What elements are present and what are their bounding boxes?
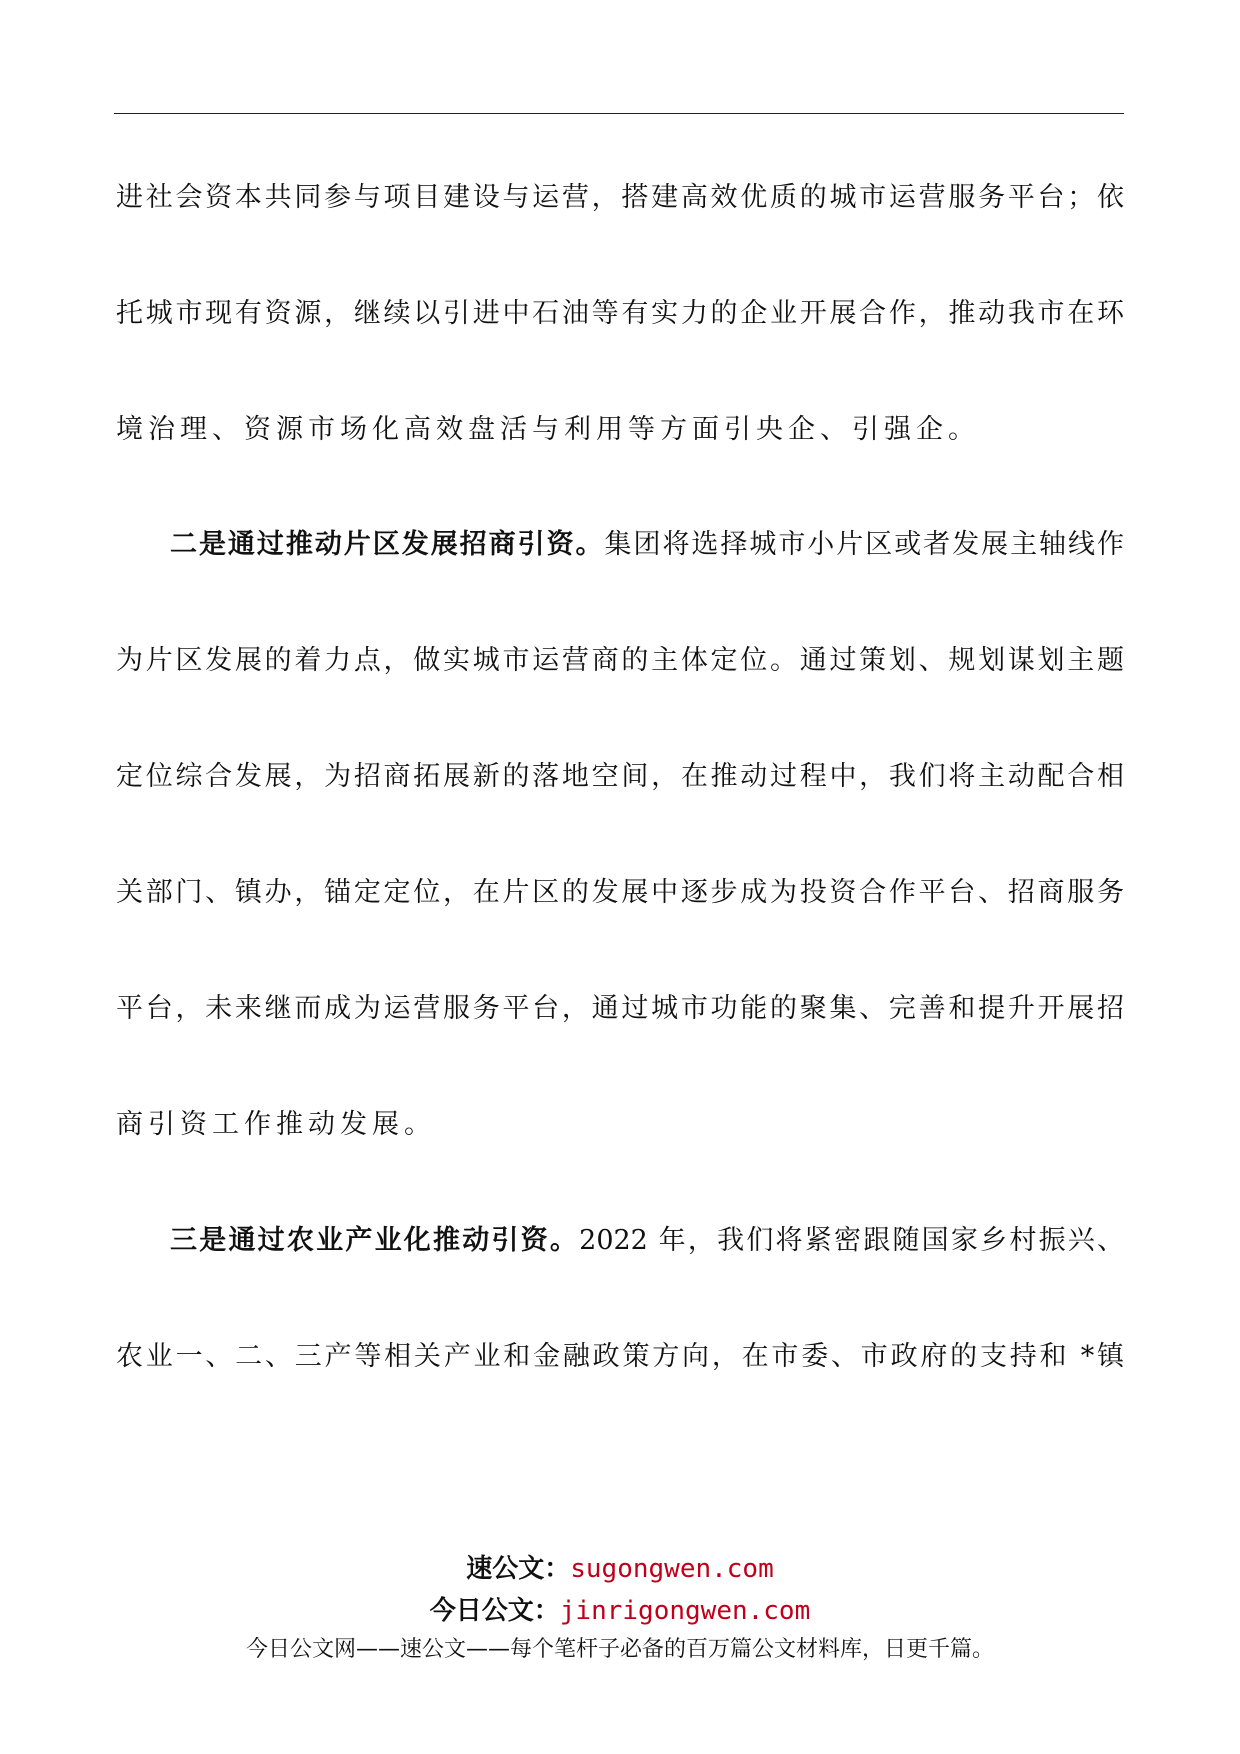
para2-first-line-text: 集团将选择城市小片区或者发展主轴线作 bbox=[604, 529, 1124, 560]
footer-label-2: 今日公文： bbox=[429, 1596, 560, 1626]
para2-line-3: 定位综合发展，为招商拓展新的落地空间，在推动过程中，我们将主动配合相 bbox=[116, 761, 1124, 792]
para3-line-2: 农业一、二、三产等相关产业和金融政策方向，在市委、市政府的支持和 *镇 bbox=[116, 1341, 1124, 1372]
para2-line-4: 关部门、镇办，锚定定位，在片区的发展中逐步成为投资合作平台、招商服务 bbox=[116, 877, 1124, 908]
body-line-1: 进社会资本共同参与项目建设与运营，搭建高效优质的城市运营服务平台；依 bbox=[116, 182, 1124, 213]
para3-heading: 三是通过农业产业化推动引资。 bbox=[170, 1225, 580, 1256]
footer-slogan: 今日公文网——速公文——每个笔杆子必备的百万篇公文材料库，日更千篇。 bbox=[245, 1637, 994, 1662]
para3-first-line-text: 2022 年，我们将紧密跟随国家乡村振兴、 bbox=[579, 1225, 1125, 1256]
footer-label-1: 速公文： bbox=[466, 1554, 571, 1584]
para2-line-6: 商引资工作推动发展。 bbox=[116, 1109, 436, 1140]
footer-line-2 bbox=[0, 1590, 1240, 1627]
para3-first-line bbox=[170, 1221, 1124, 1261]
footer-link-jinrigongwen[interactable]: jinrigongwen.com bbox=[559, 1596, 811, 1626]
body-line-3: 境治理、资源市场化高效盘活与利用等方面引央企、引强企。 bbox=[116, 414, 980, 445]
body-line-2: 托城市现有资源，继续以引进中石油等有实力的企业开展合作，推动我市在环 bbox=[116, 298, 1124, 329]
footer-link-sugongwen[interactable]: sugongwen.com bbox=[570, 1554, 774, 1584]
footer-line-1 bbox=[0, 1548, 1240, 1585]
para2-heading: 二是通过推动片区发展招商引资。 bbox=[170, 529, 605, 560]
para2-line-2: 为片区发展的着力点，做实城市运营商的主体定位。通过策划、规划谋划主题 bbox=[116, 645, 1124, 676]
header-rule bbox=[114, 113, 1124, 114]
para2-line-5: 平台，未来继而成为运营服务平台，通过城市功能的聚集、完善和提升开展招 bbox=[116, 993, 1124, 1024]
para2-first-line bbox=[170, 525, 1124, 565]
